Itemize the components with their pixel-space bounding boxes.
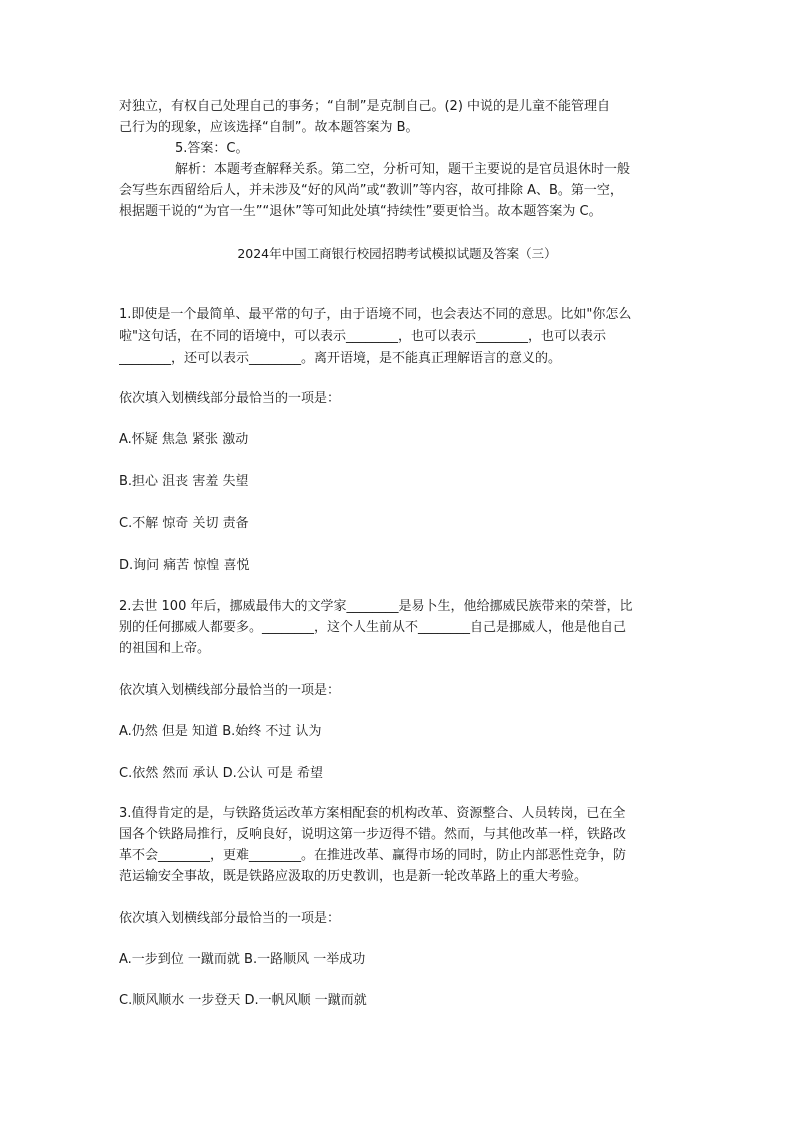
explanation-text-line: 会写些东西留给后人，并未涉及“好的风尚”或“教训”等内容，故可排除 A、B。第一空， (119, 183, 623, 198)
question-stem-line: 1.即使是一个最简单、最平常的句子，由于语境不同，也会表达不同的意思。比如"你怎么 (119, 307, 632, 322)
answer-label: 5.答案：C。 (175, 141, 249, 156)
question-prompt: 依次填入划横线部分最恰当的一项是： (119, 911, 341, 926)
answer-option: A.仍然 但是 知道 B.始终 不过 认为 (119, 724, 322, 739)
question-stem-line: 别的任何挪威人都要多。________，这个人生前从不________自己是挪威人，他是他自己 (119, 620, 627, 635)
question-stem-line: 2.去世 100 年后，挪威最伟大的文学家________是易卜生，他给挪威民族带来的荣誉，比 (119, 599, 633, 614)
answer-option: C.顺风顺水 一步登天 D.一帆风顺 一蹴而就 (119, 993, 367, 1008)
answer-option: A.怀疑 焦急 紧张 激动 (119, 432, 249, 447)
explanation-text-line: 解析：本题考查解释关系。第二空，分析可知，题干主要说的是官员退休时一般 (175, 162, 631, 177)
question-stem-line: ________，还可以表示________。离开语境，是不能真正理解语言的意义的。 (119, 351, 562, 366)
question-stem-line: 啦"这句话，在不同的语境中，可以表示________，也可以表示________，也可以表示 (119, 329, 606, 344)
answer-text-line: 己行为的现象，应该选择“自制”。故本题答案为 B。 (119, 120, 419, 135)
question-prompt: 依次填入划横线部分最恰当的一项是： (119, 683, 341, 698)
answer-option: B.担心 沮丧 害羞 失望 (119, 474, 249, 489)
answer-text-line: 对独立，有权自己处理自己的事务；“自制”是克制自己。(2) 中说的是儿童不能管理自 (119, 99, 611, 114)
question-stem-line: 3.值得肯定的是，与铁路货运改革方案相配套的机构改革、资源整合、人员转岗，已在全 (119, 806, 626, 821)
question-stem-line: 国各个铁路局推行，反响良好，说明这第一步迈得不错。然而，与其他改革一样，铁路改 (119, 827, 627, 842)
answer-option: A.一步到位 一蹴而就 B.一路顺风 一举成功 (119, 952, 366, 967)
question-stem-line: 范运输安全事故，既是铁路应汲取的历史教训，也是新一轮改革路上的重大考验。 (119, 869, 588, 884)
answer-option: C.依然 然而 承认 D.公认 可是 希望 (119, 766, 324, 781)
explanation-text-line: 根据题干说的“为官一生”“退休”等可知此处填“持续性”要更恰当。故本题答案为 C。 (119, 204, 602, 219)
answer-option: C.不解 惊奇 关切 责备 (119, 516, 249, 531)
answer-option: D.询问 痛苦 惊惶 喜悦 (119, 558, 250, 573)
question-prompt: 依次填入划横线部分最恰当的一项是： (119, 391, 341, 406)
question-stem-line: 革不会________，更难________。在推进改革、赢得市场的同时，防止内部恶性竞争，防 (119, 848, 627, 863)
question-stem-line: 的祖国和上帝。 (119, 641, 211, 656)
section-title: 2024年中国工商银行校园招聘考试模拟试题及答案（三） (237, 246, 557, 261)
